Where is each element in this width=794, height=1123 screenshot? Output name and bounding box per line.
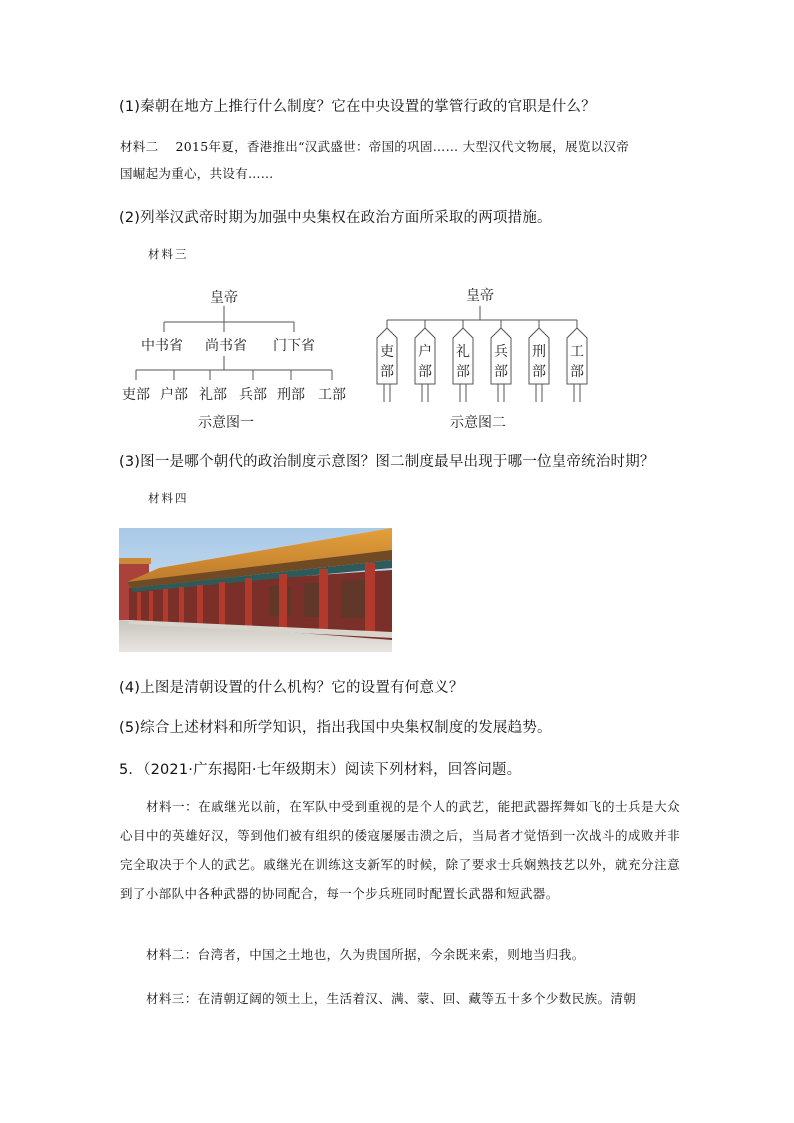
diagram1-gong-bu: 工部: [318, 387, 346, 403]
palace-corridor-photo: [119, 528, 392, 652]
question-5: (5)综合上述材料和所学知识，指出我国中央集权制度的发展趋势。: [119, 720, 552, 736]
diagram2-ministry-box: [453, 320, 473, 402]
diagram1-menxia: 门下省: [273, 338, 315, 354]
diagram2-ministry-char: 部: [570, 364, 584, 380]
material-2-paragraph: 材料二：台湾者，中国之土地也，久为贵国所据，今余既来索，则地当归我。: [146, 947, 585, 962]
diagram2-ministry-box: [567, 320, 587, 402]
diagram2-ministry-char: 部: [494, 364, 508, 380]
diagram2-ministry-char: 兵: [494, 344, 508, 360]
material-2-line-1: 材料二 2015年夏，香港推出“汉武盛世：帝国的巩固…… 大型汉代文物展，展览以汉帝: [120, 139, 630, 154]
diagram2-ministry-box: [415, 320, 435, 402]
question-4: (4)上图是清朝设置的什么机构？它的设置有何意义？: [119, 680, 464, 696]
diagram2-ministry-char: 部: [418, 364, 432, 380]
question-1: (1)秦朝在地方上推行什么制度？它在中央设置的掌管行政的官职是什么？: [119, 99, 596, 115]
diagram1-hu-bu: 户部: [160, 387, 188, 403]
material-4-label: 材料四: [148, 491, 189, 505]
question-3: (3)图一是哪个朝代的政治制度示意图？图二制度最早出现于哪一位皇帝统治时期？: [119, 454, 655, 470]
diagram2-ministry-char: 户: [418, 344, 432, 360]
material-1-paragraph: 材料一：在戚继光以前，在军队中受到重视的是个人的武艺，能把武器挥舞如飞的士兵是大众心目中的英雄好汉，等到他们被有组织的倭寇屡屡击溃之后，当局者才觉悟到一次战斗的成败并非完全取决于个人的武艺。戚继光在训练这支新军的时候，除了要求士兵娴熟技艺以外，就充分注意到了小部队中各种武器的协同配合，每一个步兵班同时配置长武器和短武器。: [120, 799, 680, 901]
diagram1-caption: 示意图一: [198, 415, 254, 431]
diagram1-xing-bu: 刑部: [277, 387, 305, 403]
diagram2-ministry-char: 刑: [532, 344, 546, 360]
diagram1-emperor: 皇帝: [210, 290, 238, 306]
diagram2-ministry-box: [377, 320, 397, 402]
diagram2-emperor: 皇帝: [466, 288, 494, 304]
problem-5-header: 5．（2021·广东揭阳·七年级期末）阅读下列材料，回答问题。: [119, 762, 522, 778]
diagram2-ministry-char: 部: [456, 364, 470, 380]
diagram1-shangshu: 尚书省: [205, 338, 247, 354]
diagram-one: [110, 282, 360, 432]
diagram1-li-bu: 吏部: [122, 387, 150, 403]
diagram2-caption: 示意图二: [450, 415, 506, 431]
diagram2-ministry-box: [491, 320, 511, 402]
diagram2-ministry-box: [529, 320, 549, 402]
material-3-label: 材料三: [148, 247, 189, 261]
diagram-two: [368, 282, 598, 432]
diagram2-ministry-char: 部: [380, 364, 394, 380]
diagram1-li-bu-rites: 礼部: [199, 387, 227, 403]
diagram2-ministry-char: 礼: [456, 344, 470, 360]
diagram1-zhongshu: 中书省: [141, 338, 183, 354]
question-2: (2)列举汉武帝时期为加强中央集权在政治方面所采取的两项措施。: [119, 210, 552, 226]
material-2-line-2: 国崛起为重心，共设有……: [120, 166, 274, 181]
material-3-paragraph: 材料三：在清朝辽阔的领土上，生活着汉、满、蒙、回、藏等五十多个少数民族。清朝: [146, 991, 637, 1006]
diagram2-ministry-char: 部: [532, 364, 546, 380]
diagram2-ministry-char: 工: [570, 344, 584, 360]
diagram1-bing-bu: 兵部: [239, 387, 267, 403]
diagram2-ministry-char: 吏: [380, 344, 394, 360]
